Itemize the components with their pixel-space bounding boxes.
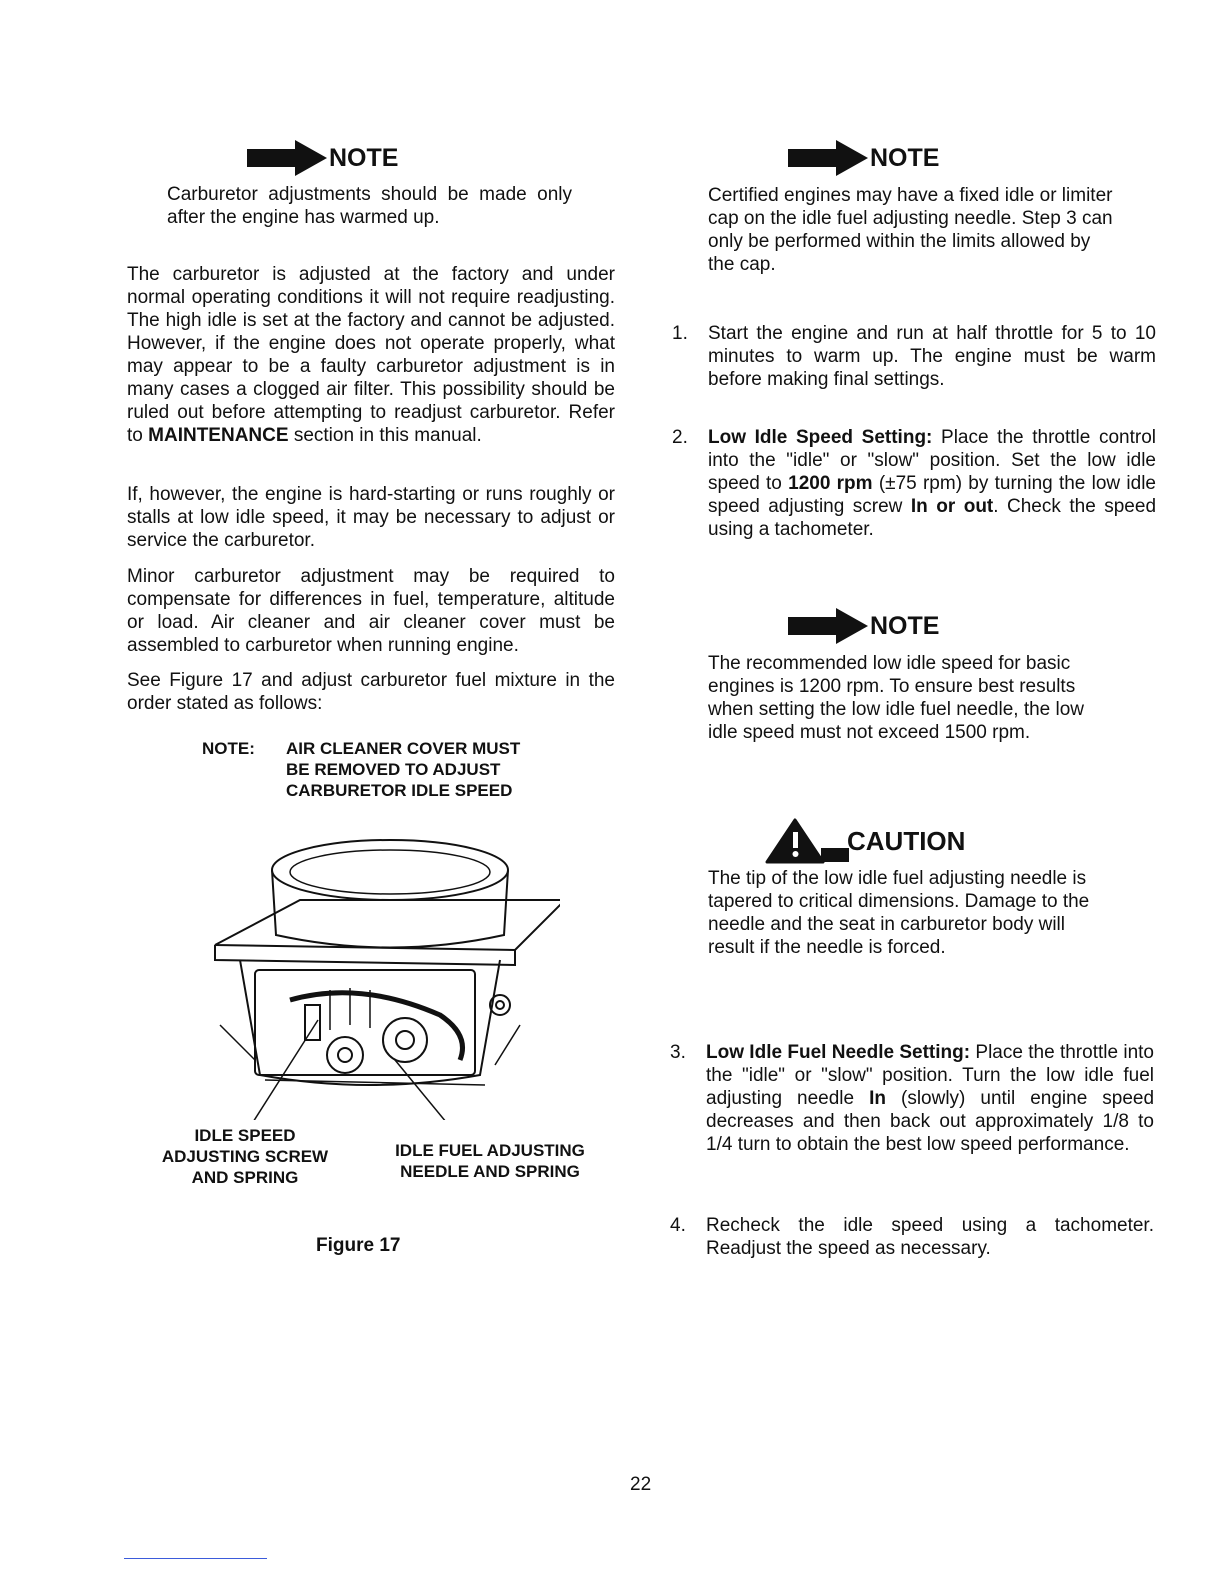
- note-heading-3: [788, 608, 939, 644]
- note-heading-text: NOTE: [870, 611, 940, 640]
- note-heading-2: [788, 140, 939, 176]
- note-1-text: Carburetor adjustments should be made only after the engine has warmed up.: [167, 184, 572, 228]
- warning-icon: [765, 818, 849, 864]
- step-4: [670, 1214, 1154, 1260]
- page-number: 22: [630, 1474, 652, 1495]
- caution-text: The tip of the low idle fuel adjusting needle is tapered to critical dimensions. Damage to the needle and the seat in carburetor body will result if the needle is forced.: [708, 868, 1090, 958]
- figure-label-idle-fuel-needle: IDLE FUEL ADJUSTING NEEDLE AND SPRING: [395, 1141, 585, 1181]
- step-3-text: Low Idle Fuel Needle Setting: Place the throttle into the "idle" or "slow" position. Turn the low idle fuel adjusting needle In (slowly) until engine speed decreases and then back out approximately 1/8 to 1/4 turn to obtain the best low speed performance.: [706, 1042, 1155, 1155]
- figure-label-idle-speed-screw: IDLE SPEED ADJUSTING SCREW AND SPRING: [161, 1126, 329, 1187]
- step-number: 3.: [670, 1042, 686, 1063]
- arrow-right-icon: [247, 140, 327, 176]
- inline-note-line-1: AIR CLEANER COVER MUST: [286, 739, 521, 758]
- note-heading-1: [247, 140, 398, 176]
- note-heading-text: NOTE: [329, 143, 399, 172]
- inline-note-label: NOTE:: [202, 739, 255, 758]
- paragraph-3: Minor carburetor adjustment may be required to compensate for differences in fuel, temperature, altitude or load. Air cleaner and air cleaner cover must be assembled to carburetor when running engine.: [127, 566, 615, 656]
- step-1: [672, 322, 1156, 391]
- caution-heading-text: CAUTION: [847, 825, 966, 856]
- paragraph-2: If, however, the engine is hard-starting or runs roughly or stalls at low idle speed, it may be necessary to adjust or service the carburetor.: [127, 484, 615, 551]
- figure-caption: Figure 17: [316, 1235, 401, 1256]
- step-2-text: Low Idle Speed Setting: Place the throttle control into the "idle" or "slow" position. Set the low idle speed to 1200 rpm (±75 rpm) by turning the low idle speed adjusting screw In or out. Check the speed using a tachometer.: [708, 427, 1157, 540]
- paragraph-4: See Figure 17 and adjust carburetor fuel mixture in the order stated as follows:: [127, 670, 615, 714]
- arrow-right-icon: [788, 608, 868, 644]
- inline-note-line-3: CARBURETOR IDLE SPEED: [286, 781, 513, 800]
- step-2: [672, 426, 1156, 541]
- step-3: [670, 1041, 1154, 1156]
- bottom-rule: [124, 1558, 267, 1559]
- step-4-text: Recheck the idle speed using a tachometer. Readjust the speed as necessary.: [706, 1215, 1154, 1259]
- step-number: 2.: [672, 427, 688, 448]
- step-number: 4.: [670, 1215, 686, 1236]
- note-heading-text: NOTE: [870, 143, 940, 172]
- arrow-right-icon: [788, 140, 868, 176]
- inline-note-line-2: BE REMOVED TO ADJUST: [286, 760, 501, 779]
- caution-heading: [765, 818, 965, 864]
- step-1-text: Start the engine and run at half throttle for 5 to 10 minutes to warm up. The engine must be warm before making final settings.: [708, 323, 1156, 390]
- paragraph-1: The carburetor is adjusted at the factory and under normal operating conditions it will not require readjusting. The high idle is set at the factory and cannot be adjusted. However, if the engine does not operate properly, what may appear to be a faulty carburetor adjustment is in many cases a clogged air filter. This possibility should be ruled out before attempting to readjust carburetor. Refer to MAINTENANCE section in this manual.: [127, 264, 615, 446]
- note-2-text: Certified engines may have a fixed idle or limiter cap on the idle fuel adjusting needle. Step 3 can only be performed within the limits allowed by the cap.: [708, 185, 1113, 275]
- carburetor-illustration: [180, 820, 560, 1120]
- note-3-text: The recommended low idle speed for basic engines is 1200 rpm. To ensure best results when setting the low idle fuel needle, the low idle speed must not exceed 1500 rpm.: [708, 653, 1085, 743]
- step-number: 1.: [672, 323, 688, 344]
